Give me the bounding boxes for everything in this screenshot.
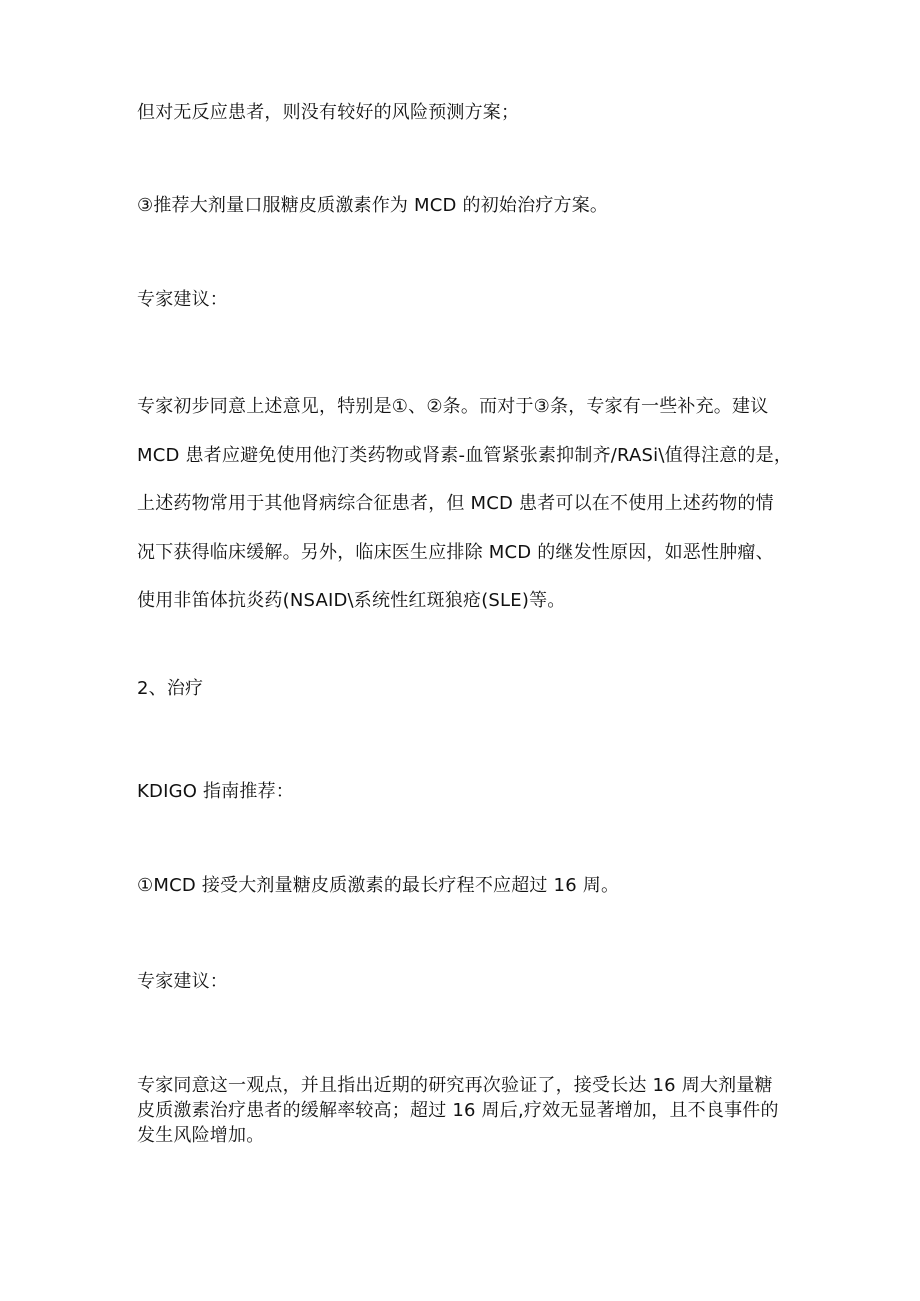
paragraph-line: 皮质激素治疗患者的缓解率较高；超过 16 周后,疗效无显著增加，且不良事件的: [137, 1100, 779, 1121]
expert-advice-heading-1: 专家建议：: [137, 289, 228, 310]
risk-prediction-line: 但对无反应患者，则没有较好的风险预测方案；: [137, 102, 520, 123]
paragraph-line: 发生风险增加。: [137, 1125, 265, 1146]
recommendation-1-line: ①MCD 接受大剂量糖皮质激素的最长疗程不应超过 16 周。: [137, 875, 620, 896]
paragraph-line: 上述药物常用于其他肾病综合征患者，但 MCD 患者可以在不使用上述药物的情: [137, 493, 774, 514]
paragraph-line: 专家同意这一观点，并且指出近期的研究再次验证了，接受长达 16 周大剂量糖: [137, 1075, 773, 1096]
recommendation-3-line: ③推荐大剂量口服糖皮质激素作为 MCD 的初始治疗方案。: [137, 195, 609, 216]
paragraph-line: 况下获得临床缓解。另外，临床医生应排除 MCD 的继发性原因，如恶性肿瘤、: [137, 541, 774, 563]
expert-advice-heading-2: 专家建议：: [137, 971, 228, 992]
paragraph-line: 专家初步同意上述意见，特别是①、②条。而对于③条，专家有一些补充。建议: [137, 396, 769, 417]
paragraph-line: 使用非笛体抗炎药(NSAID\系统性红斑狼疮(SLE)等。: [137, 590, 566, 611]
kdigo-guideline-heading: KDIGO 指南推荐：: [137, 781, 295, 802]
expert-opinion-paragraph-2: [137, 1073, 792, 1148]
treatment-heading: 2、治疗: [137, 678, 204, 699]
paragraph-line: MCD 患者应避免使用他汀类药物或肾素-血管紧张素抑制齐/RASi\值得注意的是，: [137, 444, 793, 466]
expert-opinion-paragraph-1: [137, 383, 792, 626]
